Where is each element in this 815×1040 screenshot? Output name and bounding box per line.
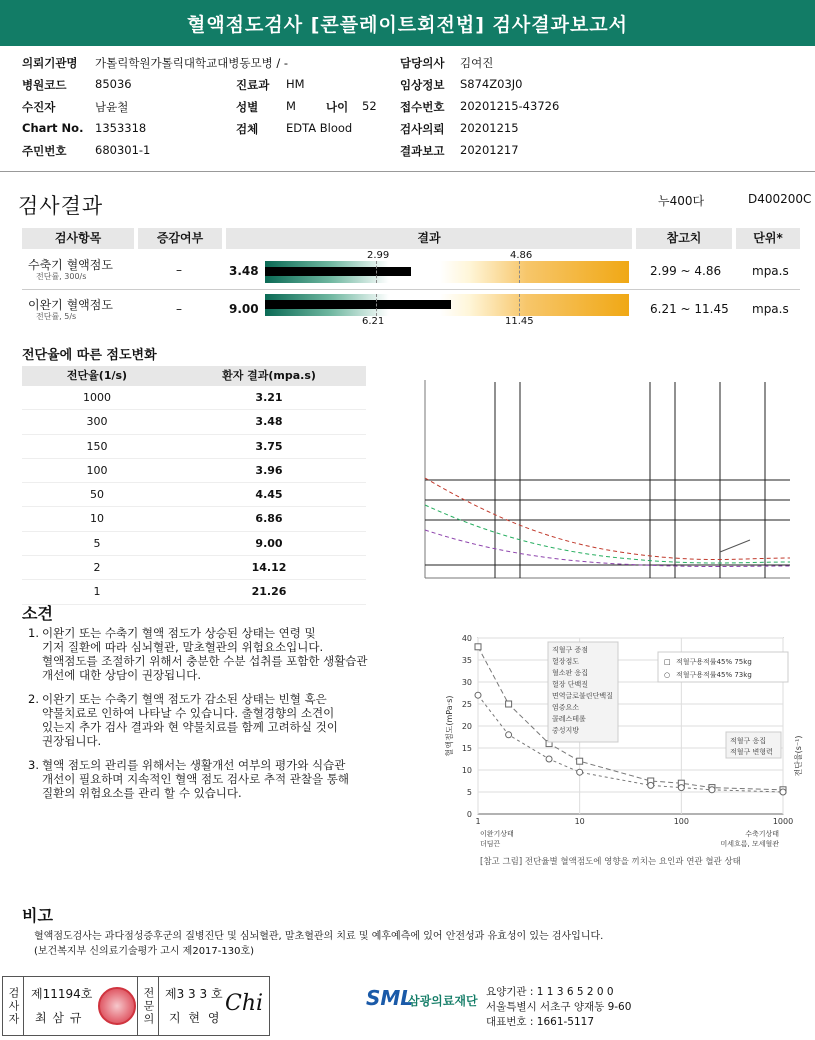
ref-point (506, 732, 512, 738)
report-title: 혈액점도검사 [콘플레이트회전법] 검사결과보고서 (0, 0, 815, 46)
ref-legend-item: 혈장 단백질 (552, 680, 589, 689)
shear-value: 14.12 (251, 561, 287, 575)
shear-col-value: 환자 결과(mpa.s) (222, 369, 316, 382)
remarks-note: (보건복지부 신의료기술평가 고시 제2017-130호) (34, 946, 255, 957)
clinical-label: 임상정보 (400, 78, 445, 92)
ref-low-label: 2.99 (367, 250, 390, 261)
shear-row (22, 580, 366, 604)
examiner-number: 제11194호 (31, 987, 93, 1001)
finding-number: 3. (28, 758, 39, 772)
ref-ytick: 40 (461, 634, 472, 643)
shear-value: 3.48 (255, 415, 283, 429)
ref-x-left-label: 이완기상태 (480, 830, 514, 838)
findings-list (28, 626, 448, 810)
ref-high-tick (519, 294, 521, 316)
result-ref: 6.21 ~ 11.45 (650, 302, 729, 316)
result-unit: mpa.s (752, 264, 789, 278)
shear-rate: 1 (93, 585, 101, 599)
finding-item (28, 758, 448, 800)
shear-row (22, 459, 366, 483)
divider (22, 289, 800, 290)
report-label: 결과보고 (400, 144, 445, 158)
shear-table (22, 366, 366, 605)
chart-curve-middle (425, 505, 790, 563)
age-label: 나이 (326, 100, 349, 114)
shear-rate: 150 (86, 439, 108, 453)
finding-line: 권장됩니다. (42, 734, 102, 748)
shear-value: 21.26 (251, 585, 287, 599)
ref-series-marker: □ (664, 658, 671, 666)
shear-row (22, 435, 366, 459)
ref-legend-item: 콜레스테롤 (552, 715, 586, 723)
ref-x-right-label: 수축기상태 (745, 830, 779, 838)
ref-ytick: 35 (461, 656, 472, 665)
doctor-value: 김여진 (460, 56, 494, 70)
remarks-title: 비고 (22, 906, 53, 925)
signature-icon: Chi (225, 991, 264, 1016)
ref-xtick: 1 (475, 817, 481, 826)
shear-row (22, 410, 366, 434)
shear-value: 9.00 (255, 536, 283, 550)
sex-value: M (286, 99, 296, 113)
ref-legend-item: 혈소판 응집 (552, 669, 589, 677)
finding-line: 이완기 또는 수축기 혈액 점도가 상승된 상태는 연령 및 (42, 626, 316, 640)
shear-header-row (22, 366, 366, 386)
shear-value: 4.45 (255, 488, 283, 502)
shear-value: 3.21 (255, 391, 283, 404)
shear-row (22, 507, 366, 531)
shear-title: 전단율에 따른 점도변화 (22, 348, 157, 363)
shear-rate: 5 (93, 536, 101, 550)
finding-line: 혈액 점도의 관리를 위해서는 생활개선 여부의 평가와 식습관 (42, 758, 346, 772)
results-code1: 누400다 (658, 194, 705, 208)
request-label: 검사의뢰 (400, 122, 445, 136)
shear-rows (22, 386, 366, 605)
ref-point (648, 782, 654, 788)
id-label: 주민번호 (22, 144, 67, 158)
header-ref: 참고치 (636, 228, 732, 249)
ref-high-label: 11.45 (505, 316, 534, 327)
result-value: 9.00 (229, 302, 259, 316)
finding-line: 기저 질환에 따라 심뇌혈관, 말초혈관의 위험요소입니다. (42, 640, 324, 654)
shear-row (22, 483, 366, 507)
name-label: 수진자 (22, 100, 56, 114)
clinical-value: S874Z03J0 (460, 77, 523, 91)
finding-line: 개선이 필요하며 지속적인 혈액 점도 검사로 추적 관찰을 통해 (42, 772, 349, 786)
ref-low-tick (376, 294, 378, 316)
ref-x-left-label: 더딤끈 (480, 840, 501, 848)
result-sub: 전단률, 5/s (36, 312, 77, 321)
header-unit: 단위* (736, 228, 800, 249)
code-label: 병원코드 (22, 78, 67, 92)
specimen-label: 검체 (236, 122, 259, 136)
specialist-name: 지 현 영 (169, 1011, 222, 1025)
header-change: 증감여부 (138, 228, 222, 249)
company-address: 서울특별시 서초구 양재동 9-60 (486, 1001, 632, 1013)
ref-x-right-label: 미세흐름, 모세혈관 (720, 840, 779, 848)
doctor-label: 담당의사 (400, 56, 445, 70)
ref-ytick: 25 (461, 700, 472, 709)
ref-legend-item: 혈장점도 (552, 657, 580, 666)
result-bar-fill (265, 300, 451, 309)
sex-label: 성별 (236, 100, 259, 114)
chart-label: Chart No. (22, 121, 84, 135)
result-name: 이완기 혈액점도 (28, 298, 113, 312)
shear-rate: 10 (90, 512, 104, 526)
shear-rate: 300 (86, 415, 108, 429)
report-value: 20201217 (460, 143, 519, 157)
shear-value: 6.86 (255, 512, 283, 526)
shear-row (22, 532, 366, 556)
finding-line: 이완기 또는 수축기 혈액 점도가 감소된 상태는 빈혈 혹은 (42, 692, 327, 706)
result-change: – (176, 302, 182, 316)
request-value: 20201215 (460, 121, 519, 135)
finding-item (28, 626, 448, 682)
ref-caption: [참고 그림] 전단율별 혈액점도에 영향을 끼치는 요인과 연관 혈관 상태 (480, 857, 741, 867)
ref-point (780, 789, 786, 795)
shear-row (22, 556, 366, 580)
ref-point (709, 787, 715, 793)
finding-line: 개선에 대한 상담이 권장됩니다. (42, 668, 202, 682)
viscosity-curve-chart (420, 380, 805, 590)
chart-curve-upper (425, 478, 790, 560)
shear-row (22, 386, 366, 410)
result-ref: 2.99 ~ 4.86 (650, 264, 722, 278)
finding-line: 약물치료로 인하여 나타날 수 있습니다. 출혈경향의 소견이 (42, 706, 335, 720)
company-name: 삼광의료재단 (408, 994, 478, 1008)
ref-legend-item: 직혈구 증점 (552, 646, 589, 654)
divider (0, 171, 815, 172)
ref-ytick: 20 (461, 722, 472, 731)
ref-point (577, 758, 583, 764)
company-logo: SML (366, 986, 414, 1010)
finding-line: 혈액점도를 조절하기 위해서 충분한 수분 섭취를 포함한 생활습관 (42, 654, 368, 668)
ref-point (475, 644, 481, 650)
company-code: 요양기관 : 1 1 3 6 5 2 0 0 (486, 986, 614, 998)
institution-value: 가톨릭학원가톨릭대학교대병동모병 / - (95, 56, 289, 70)
examiner-label: 검사자 (3, 977, 24, 1035)
result-name: 수축기 혈액점도 (28, 258, 113, 272)
shear-rate: 100 (86, 463, 108, 477)
shear-rate: 50 (90, 488, 104, 502)
finding-line: 질환의 위험요소를 관리 할 수 있습니다. (42, 786, 242, 800)
header-result: 결과 (226, 228, 632, 249)
ref-ytick: 5 (466, 788, 472, 797)
ref-xtick: 1000 (772, 817, 794, 826)
finding-number: 1. (28, 626, 39, 640)
result-bar (265, 294, 629, 316)
institution-label: 의뢰기관명 (22, 56, 78, 70)
specimen-value: EDTA Blood (286, 121, 353, 135)
age-value: 52 (362, 99, 377, 113)
reference-chart (440, 626, 810, 876)
finding-item (28, 692, 448, 748)
ref-low-tick (376, 261, 378, 283)
remarks-line: 혈액점도검사는 과다점성증후군의 질병진단 및 심뇌혈관, 말초혈관의 치료 및 예후예측에 있어 안전성과 유효성이 있는 검사입니다. (34, 931, 604, 942)
ref-point (475, 692, 481, 698)
ref-right-legend-item: 적혈구 변형력 (730, 748, 773, 756)
shear-col-rate: 전단율(1/s) (66, 369, 128, 382)
ref-xtick: 10 (574, 817, 585, 826)
ref-point (546, 756, 552, 762)
ref-legend-item: 면역글로불린단백질 (552, 692, 613, 700)
chart-value: 1353318 (95, 121, 147, 135)
ref-ylabel: 혈액점도(mPa·s) (445, 695, 454, 757)
ref-point (678, 785, 684, 791)
ref-xtick: 100 (673, 817, 689, 826)
ref-ytick: 10 (461, 766, 472, 775)
chart-curve-lower (425, 530, 790, 567)
ref-series-marker: ○ (664, 671, 671, 679)
specialist-label: 전문의 (137, 977, 159, 1035)
seal-stamp-icon (98, 987, 136, 1025)
name-value: 남윤철 (95, 100, 129, 114)
code-value: 85036 (95, 77, 132, 91)
findings-title: 소견 (22, 604, 53, 623)
signature-box (2, 976, 270, 1036)
result-sub: 전단률, 300/s (36, 272, 87, 281)
id-value: 680301-1 (95, 143, 151, 157)
dept-label: 진료과 (236, 78, 270, 92)
shear-rate: 2 (93, 561, 101, 575)
ref-point (506, 701, 512, 707)
shear-value: 3.75 (255, 439, 283, 453)
ref-point (577, 769, 583, 775)
ref-ytick: 0 (466, 810, 472, 819)
ref-high-tick (519, 261, 521, 283)
specialist-number: 제3 3 3 호 (165, 987, 223, 1001)
header-item: 검사항목 (22, 228, 134, 249)
ref-legend-item: 중성지방 (552, 726, 580, 735)
shear-rate: 1000 (83, 391, 111, 404)
result-bar (265, 261, 629, 283)
ref-ytick: 30 (461, 678, 472, 687)
results-code2: D400200C (748, 192, 812, 206)
dept-value: HM (286, 77, 305, 91)
ref-series-name: 적혈구용적률45% 73kg (676, 671, 752, 679)
ref-right-axis: 전단율(s⁻¹) (794, 735, 803, 777)
result-bar-fill (265, 267, 411, 276)
ref-right-legend-item: 적혈구 응집 (730, 737, 767, 745)
result-value: 3.48 (229, 264, 259, 278)
receipt-label: 접수번호 (400, 100, 445, 114)
ref-high-label: 4.86 (510, 250, 533, 261)
company-phone: 대표번호 : 1661-5117 (486, 1016, 595, 1028)
ref-low-label: 6.21 (362, 316, 385, 327)
result-change: – (176, 263, 182, 277)
result-unit: mpa.s (752, 302, 789, 316)
ref-ytick: 15 (461, 744, 472, 753)
results-title: 검사결과 (18, 194, 104, 218)
shear-value: 3.96 (255, 463, 283, 477)
ref-series-name: 적혈구용적률45% 75kg (676, 658, 752, 666)
receipt-value: 20201215-43726 (460, 99, 560, 113)
ref-legend-item: 염증요소 (552, 703, 580, 712)
chart-pointer (720, 540, 750, 552)
examiner-name: 최 삼 규 (35, 1011, 83, 1025)
finding-line: 있는지 추가 검사 결과와 현 약물치료를 함께 고려하실 것이 (42, 720, 338, 734)
finding-number: 2. (28, 692, 39, 706)
